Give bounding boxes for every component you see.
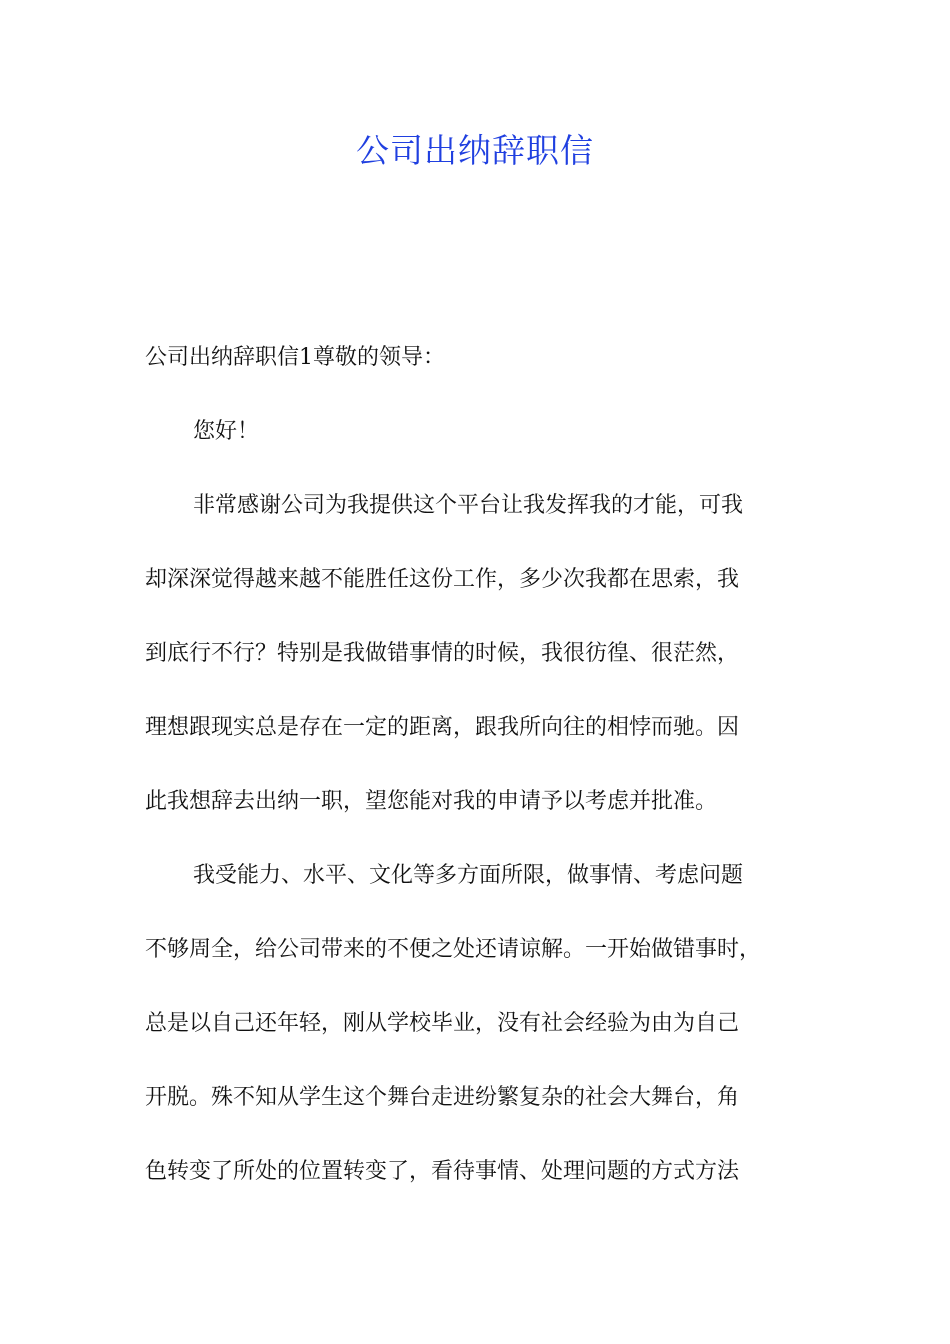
paragraph-2-line-1: 我受能力、水平、文化等多方面所限，做事情、考虑问题 (193, 863, 744, 888)
paragraph-1-line-3: 到底行不行？特别是我做错事情的时候，我很彷徨、很茫然， (145, 641, 740, 666)
paragraph-1-line-4: 理想跟现实总是存在一定的距离，跟我所向往的相悖而驰。因 (145, 715, 740, 740)
paragraph-2-line-3: 总是以自己还年轻，刚从学校毕业，没有社会经验为由为自己 (145, 1011, 740, 1036)
greeting-line: 您好！ (193, 419, 260, 444)
paragraph-1-line-2: 却深深觉得越来越不能胜任这份工作，多少次我都在思索，我 (145, 567, 740, 592)
paragraph-2-line-2: 不够周全，给公司带来的不便之处还请谅解。一开始做错事时， (145, 937, 762, 962)
paragraph-2-line-4: 开脱。殊不知从学生这个舞台走进纷繁复杂的社会大舞台，角 (145, 1085, 740, 1110)
paragraph-2-line-5: 色转变了所处的位置转变了，看待事情、处理问题的方式方法 (145, 1159, 740, 1184)
paragraph-1-line-1: 非常感谢公司为我提供这个平台让我发挥我的才能，可我 (193, 493, 744, 518)
salutation-line: 公司出纳辞职信1尊敬的领导： (145, 345, 445, 370)
paragraph-1-line-5: 此我想辞去出纳一职，望您能对我的申请予以考虑并批准。 (145, 789, 718, 814)
document-body (145, 340, 807, 1228)
document-title: 公司出纳辞职信 (356, 131, 594, 170)
